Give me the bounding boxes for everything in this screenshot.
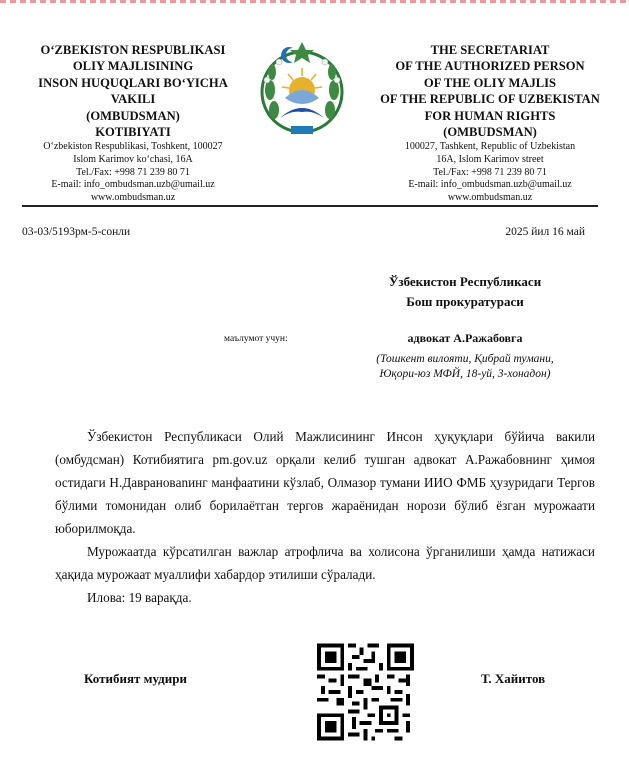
body-paragraph: Мурожаатда кўрсатилган важлар атрофлича ва холисона ўрганилиши ҳамда натижаси ҳақида мурожаат муаллифи хабардор этилиши сўралади. <box>55 544 595 582</box>
header-right-line: THE SECRETARIAT <box>430 43 550 57</box>
recipient-line: Бош прокуратураси <box>406 294 524 309</box>
address-left-line[interactable]: www.ombudsman.uz <box>90 192 176 204</box>
header-left-line: OLIY MAJLISINING <box>72 59 194 74</box>
lawyer-address-line: (Тошкент вилояти, Қибрай тумани, <box>376 353 554 365</box>
header-right-org <box>365 42 615 140</box>
attachment-note: Илова: 19 варақда. <box>87 590 192 605</box>
lawyer-address <box>330 352 600 382</box>
address-right-line[interactable]: E-mail: info_ombudsman.uzb@umail.uz <box>408 179 572 191</box>
address-left-line: Islom Karimov ko‘chasi, 16A <box>73 153 193 165</box>
header-left-line: VAKILI <box>110 92 156 107</box>
address-right-line[interactable]: www.ombudsman.uz <box>447 192 533 204</box>
header-right-line: OF THE AUTHORIZED PERSON <box>395 59 585 74</box>
header-left-line: INSON HUQUQLARI BO‘YICHA <box>38 75 228 90</box>
header-divider <box>22 205 598 207</box>
signatory-name: Т. Хайитов <box>481 671 546 686</box>
header-left-line: KOTIBIYATI <box>95 125 171 140</box>
header-right-line: OF THE REPUBLIC OF UZBEKISTAN <box>380 92 600 107</box>
address-right <box>386 141 594 205</box>
header-right-line: (OMBUDSMAN) <box>443 125 537 140</box>
qr-code-icon <box>317 642 414 742</box>
body-paragraph: Ўзбекистон Республикаси Олий Мажлисининг Инсон ҳуқуқлари бўйича вакили (омбудсман) Котибиятига pm.gov.uz орқали келиб тушган адвокат А.Ражабовнинг ҳимоя остидаги Н.Даврановanинг манфаатини кўзлаб, Олмазор тумани ИИО ФМБ ҳузуридаги Тергов бўлими томонидан олиб борилаётган тергов жараёнидан норози бўлиб ёзган мурожаати юборилмоқда. <box>55 429 595 536</box>
signatory-title: Котибият мудири <box>84 671 187 686</box>
recipient-line: Ўзбекистон Республикаси <box>388 274 542 289</box>
header-right-line: OF THE OLIY MAJLIS <box>423 75 557 90</box>
address-right-line: Tel./Fax: +998 71 239 80 71 <box>433 166 547 178</box>
address-left <box>22 141 244 205</box>
letter-body <box>55 425 595 609</box>
lawyer-address-line: Юқори-юз МФЙ, 18-уй, 3-хонадон) <box>379 367 551 380</box>
address-left-line: Tel./Fax: +998 71 239 80 71 <box>76 166 190 178</box>
header-left-org <box>22 42 244 140</box>
recipient-block <box>330 272 600 312</box>
document-date: 2025 йил 16 май <box>505 226 585 238</box>
header-left-line: (OMBUDSMAN) <box>86 108 180 123</box>
address-left-line: O‘zbekiston Respublikasi, Toshkent, 100027 <box>43 141 223 152</box>
address-left-line[interactable]: E-mail: info_ombudsman.uzb@umail.uz <box>51 179 215 191</box>
address-right-line: 100027, Tashkent, Republic of Uzbekistan <box>404 141 576 152</box>
address-right-line: 16A, Islom Karimov street <box>436 153 544 165</box>
info-label: маълумот учун: <box>224 334 288 344</box>
reference-number: 03-03/5193рм-5-сонли <box>22 226 131 238</box>
header-left-line: O‘ZBEKISTON RESPUBLIKASI <box>40 43 226 57</box>
lawyer-recipient: адвокат А.Ражабовга <box>407 331 523 345</box>
header-right-line: FOR HUMAN RIGHTS <box>424 108 556 123</box>
top-decorative-line <box>0 0 629 3</box>
state-emblem-icon <box>255 40 349 138</box>
